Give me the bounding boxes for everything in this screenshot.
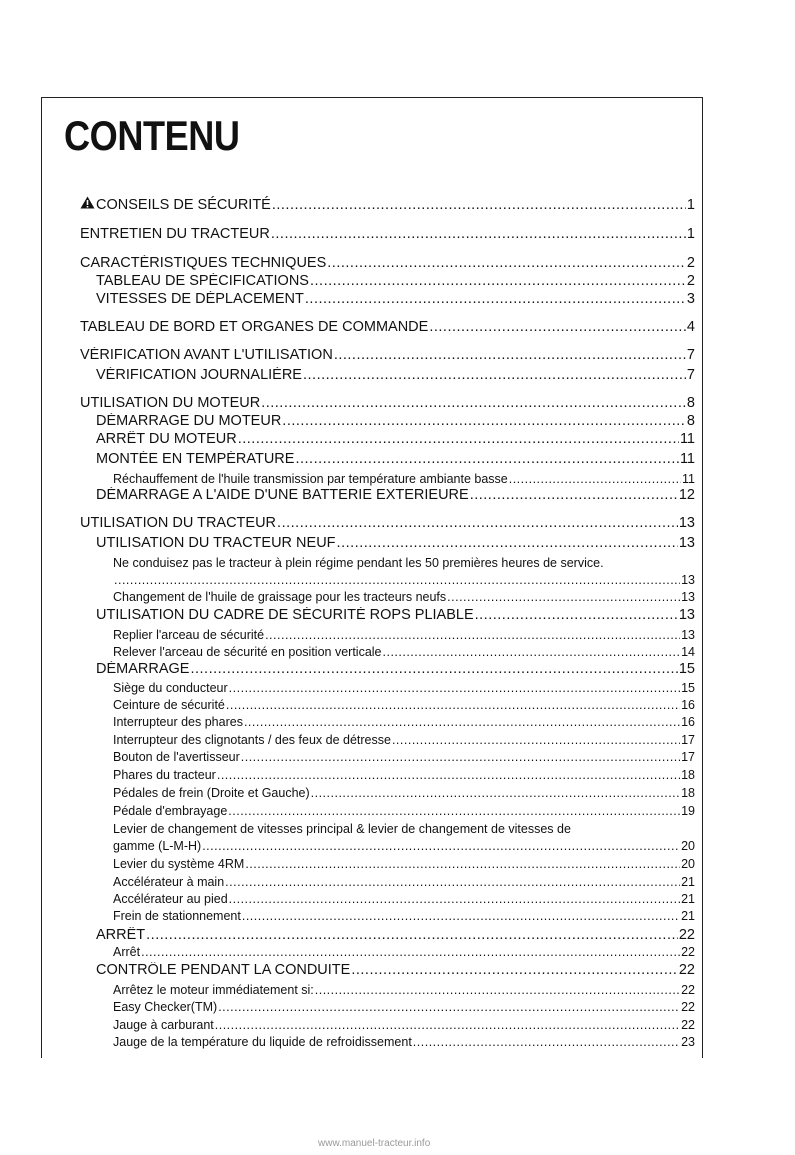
toc-entry-page: 15 xyxy=(678,661,695,677)
toc-entry-label: Siège du conducteur xyxy=(113,681,228,695)
leader-dots xyxy=(245,857,680,871)
toc-entry[interactable] xyxy=(113,645,695,659)
toc-entry-page: 15 xyxy=(681,681,695,695)
leader-dots xyxy=(218,1000,680,1014)
toc-entry-label: TABLEAU DE SPÉCIFICATIONS xyxy=(96,273,309,289)
leader-dots xyxy=(114,573,680,587)
toc-entry-page: 17 xyxy=(681,733,695,747)
toc-entry-page: 13 xyxy=(678,515,695,531)
toc-entry[interactable] xyxy=(96,431,695,447)
toc-entry-label: MONTÉE EN TEMPÉRATURE xyxy=(96,451,295,467)
toc-entry-label: Jauge de la température du liquide de refroidissement xyxy=(113,1035,412,1049)
toc-entry-page: 17 xyxy=(681,750,695,764)
toc-entry-page: 13 xyxy=(681,573,695,587)
toc-entry[interactable] xyxy=(113,945,695,959)
leader-dots xyxy=(282,413,686,429)
toc-entry-label: Ne conduisez pas le tracteur à plein régime pendant les 50 premières heures de service. xyxy=(113,556,604,570)
toc-entry-page: 22 xyxy=(678,927,695,943)
toc-entry-page: 3 xyxy=(686,291,695,307)
leader-dots xyxy=(146,927,678,943)
toc-entry[interactable] xyxy=(113,590,695,604)
toc-entry-page: 14 xyxy=(681,645,695,659)
leader-dots xyxy=(413,1035,680,1049)
toc-entry-page: 18 xyxy=(681,786,695,800)
toc-entry-page: 11 xyxy=(679,431,695,447)
toc-entry-label: Accélérateur au pied xyxy=(113,892,228,906)
toc-entry-page: 7 xyxy=(686,347,695,363)
toc-entry-label: Levier du système 4RM xyxy=(113,857,245,871)
toc-entry-page: 2 xyxy=(686,255,695,271)
toc-entry[interactable] xyxy=(80,255,695,271)
toc-entry[interactable] xyxy=(80,395,695,411)
leader-dots xyxy=(228,804,680,818)
toc-entry[interactable] xyxy=(113,733,695,747)
leader-dots xyxy=(470,487,678,503)
toc-entry-label: CONSEILS DE SÉCURITÉ xyxy=(96,197,271,213)
toc-entry-label: Relever l'arceau de sécurité en position verticale xyxy=(113,645,382,659)
toc-entry-label: TABLEAU DE BORD ET ORGANES DE COMMANDE xyxy=(80,319,429,335)
toc-entry[interactable] xyxy=(113,715,695,729)
toc-entry[interactable] xyxy=(96,535,695,551)
footer-watermark: www.manuel-tracteur.info xyxy=(318,1138,431,1149)
toc-entry[interactable] xyxy=(113,839,695,853)
toc-entry-page: 20 xyxy=(681,857,695,871)
leader-dots xyxy=(337,535,678,551)
toc-entry[interactable] xyxy=(80,196,695,213)
toc-entry[interactable] xyxy=(113,892,695,906)
toc-entry[interactable] xyxy=(113,472,695,486)
toc-entry-page: 20 xyxy=(681,839,695,853)
leader-dots xyxy=(311,786,680,800)
toc-entry-label: ENTRETIEN DU TRACTEUR xyxy=(80,226,270,242)
toc-entry-label: DÉMARRAGE xyxy=(96,661,190,677)
toc-entry-page: 7 xyxy=(686,367,695,383)
toc-entry-label: Pédales de frein (Droite et Gauche) xyxy=(113,786,310,800)
toc-entry[interactable] xyxy=(113,804,695,818)
toc-entry[interactable] xyxy=(113,628,695,642)
toc-entry-label: UTILISATION DU MOTEUR xyxy=(80,395,261,411)
toc-entry[interactable] xyxy=(113,857,695,871)
leader-dots xyxy=(229,892,680,906)
leader-dots xyxy=(215,1018,680,1032)
toc-entry-page: 22 xyxy=(681,1018,695,1032)
toc-entry-page: 22 xyxy=(678,962,695,978)
leader-dots xyxy=(202,839,680,853)
leader-dots xyxy=(429,319,686,335)
toc-entry-label: Interrupteur des phares xyxy=(113,715,243,729)
leader-dots xyxy=(272,197,686,213)
toc-entry-label: CONTRÔLE PENDANT LA CONDUITE xyxy=(96,962,351,978)
toc-entry[interactable] xyxy=(80,319,695,335)
leader-dots xyxy=(305,291,686,307)
warning-icon xyxy=(80,196,95,213)
toc-entry[interactable] xyxy=(96,291,695,307)
toc-entry-page: 13 xyxy=(681,590,695,604)
toc-entry-label: Replier l'arceau de sécurité xyxy=(113,628,265,642)
toc-entry[interactable] xyxy=(113,1000,695,1014)
leader-dots xyxy=(295,451,678,467)
toc-entry-label: Levier de changement de vitesses principal & levier de changement de vitesses de xyxy=(113,822,571,836)
toc-entry[interactable] xyxy=(113,786,695,800)
leader-dots xyxy=(229,681,680,695)
leader-dots xyxy=(226,698,680,712)
toc-entry[interactable] xyxy=(96,661,695,677)
toc-entry-label: VITESSES DE DÉPLACEMENT xyxy=(96,291,304,307)
toc-entry-page: 22 xyxy=(681,1000,695,1014)
leader-dots xyxy=(241,750,680,764)
toc-entry[interactable] xyxy=(96,487,695,503)
toc-entry-page: 22 xyxy=(681,945,695,959)
toc-entry-page: 21 xyxy=(681,892,695,906)
toc-entry-label: Pédale d'embrayage xyxy=(113,804,228,818)
page-title: CONTENU xyxy=(64,112,240,159)
toc-entry[interactable] xyxy=(96,962,695,978)
toc-entry-label: Easy Checker(TM) xyxy=(113,1000,218,1014)
toc-entry-page: 23 xyxy=(681,1035,695,1049)
toc-entry-page: 21 xyxy=(681,875,695,889)
toc-entry[interactable] xyxy=(113,1035,695,1049)
toc-entry[interactable] xyxy=(113,909,695,923)
leader-dots xyxy=(447,590,680,604)
toc-entry-label: Jauge à carburant xyxy=(113,1018,214,1032)
toc-entry-page: 11 xyxy=(679,451,695,467)
toc-entry-page: 16 xyxy=(681,715,695,729)
toc-entry[interactable] xyxy=(96,413,695,429)
leader-dots xyxy=(244,715,680,729)
toc-entry[interactable] xyxy=(96,273,695,289)
toc-entry[interactable] xyxy=(80,226,695,242)
toc-entry-page: 1 xyxy=(686,226,695,242)
toc-entry-page: 8 xyxy=(686,413,695,429)
toc-entry-label: Phares du tracteur xyxy=(113,768,216,782)
leader-dots xyxy=(303,367,686,383)
leader-dots xyxy=(334,347,686,363)
toc-entry[interactable] xyxy=(113,983,695,997)
toc-entry[interactable] xyxy=(113,750,695,764)
toc-entry-label: Arrêt xyxy=(113,945,141,959)
toc-entry[interactable] xyxy=(96,927,695,943)
leader-dots xyxy=(271,226,686,242)
toc-entry[interactable] xyxy=(113,698,695,712)
toc-entry-label: UTILISATION DU TRACTEUR NEUF xyxy=(96,535,336,551)
leader-dots xyxy=(190,661,677,677)
toc-entry-label: Accélérateur à main xyxy=(113,875,225,889)
toc-entry[interactable] xyxy=(113,681,695,695)
toc-entry-label: Bouton de l'avertisseur xyxy=(113,750,240,764)
toc-entry-page: 18 xyxy=(681,768,695,782)
leader-dots xyxy=(277,515,678,531)
leader-dots xyxy=(327,255,686,271)
toc-entry-label: Réchauffement de l'huile transmission par température ambiante basse xyxy=(113,472,508,486)
toc-entry-label: UTILISATION DU CADRE DE SÉCURITÉ ROPS PLIABLE xyxy=(96,607,474,623)
toc-entry[interactable] xyxy=(96,607,695,623)
toc-entry-label: CARACTÉRISTIQUES TECHNIQUES xyxy=(80,255,327,271)
leader-dots xyxy=(217,768,680,782)
leader-dots xyxy=(242,909,680,923)
toc-entry-page: 13 xyxy=(678,535,695,551)
toc-entry-page: 13 xyxy=(681,628,695,642)
toc-entry-label: Frein de stationnement xyxy=(113,909,241,923)
toc-entry[interactable] xyxy=(113,1018,695,1032)
leader-dots xyxy=(225,875,680,889)
toc-entry-page: 22 xyxy=(681,983,695,997)
toc-entry-page: 19 xyxy=(681,804,695,818)
toc-entry-page: 16 xyxy=(681,698,695,712)
toc-entry[interactable] xyxy=(113,768,695,782)
leader-dots xyxy=(509,472,681,486)
toc-entry-label: ARRÊT DU MOTEUR xyxy=(96,431,237,447)
leader-dots xyxy=(383,645,681,659)
toc-entry-label: ARRÊT xyxy=(96,927,146,943)
toc-entry[interactable] xyxy=(113,875,695,889)
toc-entry-label: Arrêtez le moteur immédiatement si: xyxy=(113,983,314,997)
leader-dots xyxy=(475,607,678,623)
toc-entry[interactable] xyxy=(96,367,695,383)
toc-entry-label: Changement de l'huile de graissage pour les tracteurs neufs xyxy=(113,590,447,604)
leader-dots xyxy=(141,945,680,959)
leader-dots xyxy=(315,983,680,997)
toc-entry-page: 12 xyxy=(678,487,695,503)
leader-dots xyxy=(310,273,686,289)
toc-entry-label: Interrupteur des clignotants / des feux de détresse xyxy=(113,733,391,747)
toc-entry-label: VÉRIFICATION JOURNALIÈRE xyxy=(96,367,302,383)
toc-entry-page: 21 xyxy=(681,909,695,923)
toc-entry[interactable] xyxy=(113,573,695,587)
leader-dots xyxy=(265,628,680,642)
toc-entry[interactable] xyxy=(80,347,695,363)
toc-entry-label: DÉMARRAGE DU MOTEUR xyxy=(96,413,282,429)
toc-entry-page: 8 xyxy=(686,395,695,411)
leader-dots xyxy=(351,962,678,978)
toc-entry[interactable] xyxy=(80,515,695,531)
toc-entry-label: gamme (L-M-H) xyxy=(113,839,202,853)
leader-dots xyxy=(392,733,680,747)
toc-entry[interactable] xyxy=(96,451,695,467)
toc-entry-label: DÉMARRAGE A L'AIDE D'UNE BATTERIE EXTERIEURE xyxy=(96,487,469,503)
toc-entry-page: 2 xyxy=(686,273,695,289)
toc-entry-page: 11 xyxy=(682,472,695,486)
toc-entry-page: 13 xyxy=(678,607,695,623)
toc-entry-label: Ceinture de sécurité xyxy=(113,698,225,712)
toc-entry-page: 4 xyxy=(686,319,695,335)
toc-entry-label: UTILISATION DU TRACTEUR xyxy=(80,515,277,531)
leader-dots xyxy=(238,431,679,447)
toc-entry-page: 1 xyxy=(686,197,695,213)
leader-dots xyxy=(261,395,686,411)
toc-entry-label: VÉRIFICATION AVANT L'UTILISATION xyxy=(80,347,333,363)
